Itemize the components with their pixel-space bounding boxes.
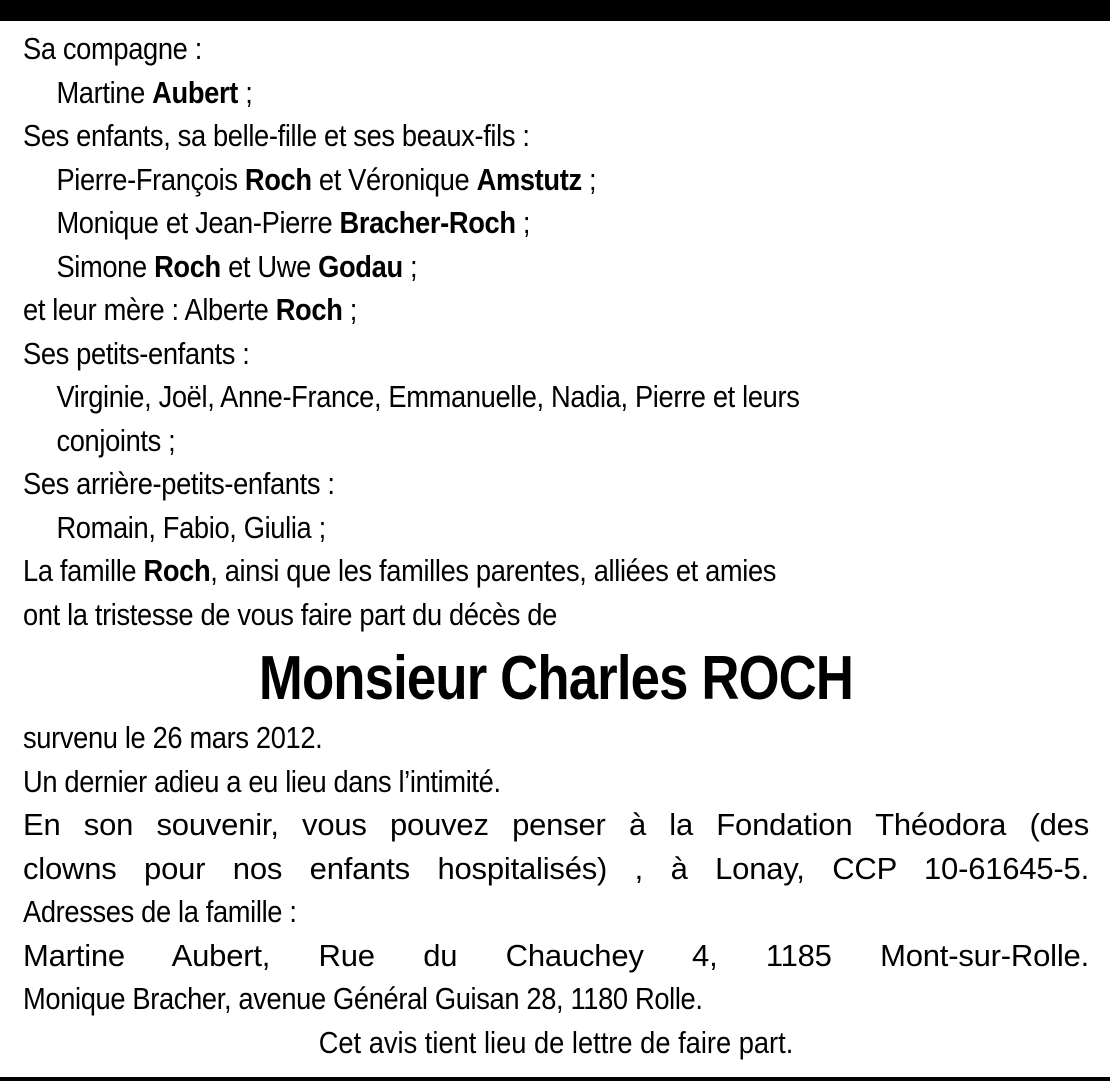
obituary-notice (23, 27, 1089, 1064)
child-entry: Simone Roch et Uwe Godau ; (56, 248, 418, 284)
donation-line: En son souvenir, vous pouvez penser à la Fondation Théodora (des (23, 807, 1089, 842)
child-entry: Monique et Jean-Pierre Bracher-Roch ; (56, 205, 531, 240)
grandchildren-label: Ses petits-enfants : (23, 335, 250, 371)
companion-name: Martine Aubert ; (56, 74, 253, 110)
donation-line: clowns pour nos enfants hospitalisés) , à Lonay, CCP 10-61645-5. (23, 850, 1089, 886)
death-date: survenu le 26 mars 2012. (23, 720, 323, 755)
grandchildren-list-cont: conjoints ; (56, 422, 176, 458)
deceased-name: Monsieur Charles ROCH (258, 644, 854, 713)
children-label: Ses enfants, sa belle-fille et ses beaux-fils : (23, 118, 530, 153)
companion-label: Sa compagne : (23, 31, 202, 66)
address-line: Martine Aubert, Rue du Chauchey 4, 1185 Mont-sur-Rolle. (23, 937, 1089, 973)
mother-entry: et leur mère : Alberte Roch ; (23, 292, 357, 327)
addresses-label: Adresses de la famille : (23, 894, 297, 929)
top-border (0, 0, 1110, 21)
footer-note: Cet avis tient lieu de lettre de faire part. (318, 1024, 794, 1060)
bottom-border (0, 1077, 1110, 1081)
address-line: Monique Bracher, avenue Général Guisan 28, 1180 Rolle. (23, 981, 703, 1016)
announcement: ont la tristesse de vous faire part du décès de (23, 596, 557, 632)
grandchildren-list: Virginie, Joël, Anne-France, Emmanuelle, Nadia, Pierre et leurs (56, 379, 800, 414)
family-statement: La famille Roch, ainsi que les familles parentes, alliées et amies (23, 553, 777, 588)
farewell-note: Un dernier adieu a eu lieu dans l’intimité. (23, 763, 501, 799)
child-entry: Pierre-François Roch et Véronique Amstutz ; (56, 161, 597, 197)
great-grandchildren-list: Romain, Fabio, Giulia ; (56, 509, 326, 545)
great-grandchildren-label: Ses arrière-petits-enfants : (23, 466, 335, 501)
